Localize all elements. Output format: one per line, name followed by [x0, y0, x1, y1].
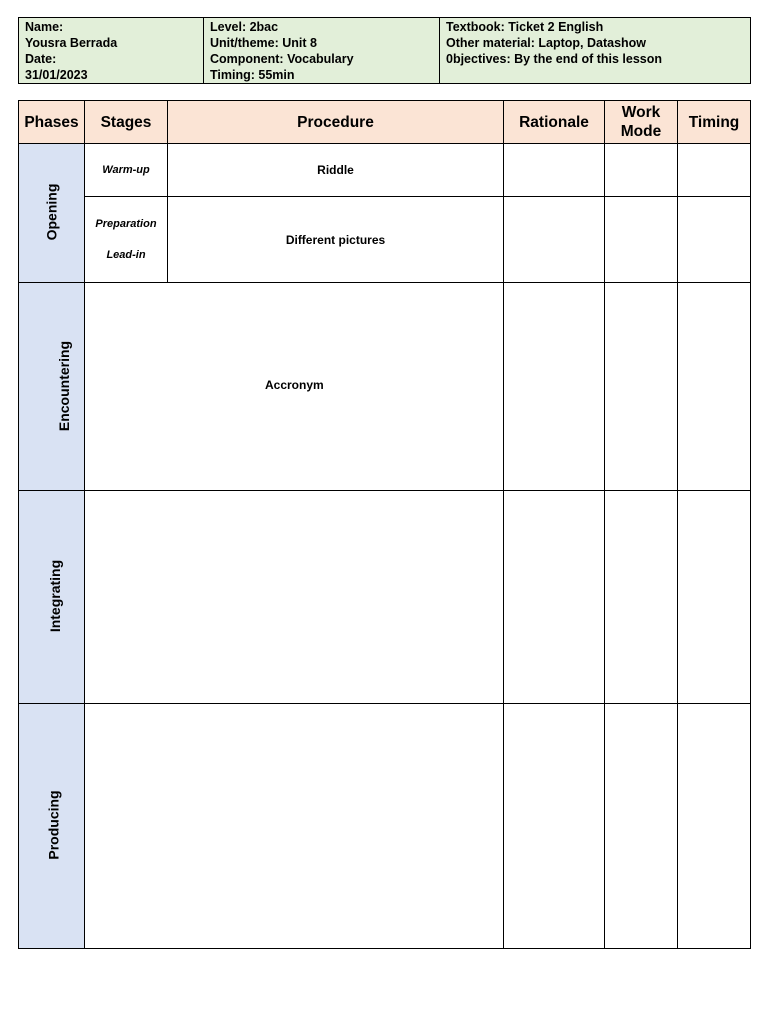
rationale-cell: [504, 283, 605, 491]
table-row: [19, 283, 751, 491]
work-mode-cell: [605, 144, 678, 197]
procedure-integrating: [85, 491, 504, 704]
rationale-cell: [504, 491, 605, 704]
phase-opening: [19, 144, 85, 283]
timing-cell: [678, 491, 751, 704]
work-mode-line-1: Work: [621, 104, 661, 121]
timing-cell: [678, 144, 751, 197]
component: Component: Vocabulary: [210, 52, 354, 66]
info-column-materials: [440, 18, 751, 84]
procedure-preparation: Different pictures: [168, 197, 504, 283]
column-header-stages: Stages: [85, 101, 168, 144]
column-header-timing: Timing: [678, 101, 751, 144]
rationale-cell: [504, 704, 605, 949]
timing-cell: [678, 704, 751, 949]
procedure-encountering: [85, 283, 504, 491]
timing-cell: [678, 283, 751, 491]
column-header-rationale: Rationale: [504, 101, 605, 144]
date-label: Date:: [25, 52, 57, 66]
column-header-procedure: Procedure: [168, 101, 504, 144]
table-row: [19, 704, 751, 949]
work-mode-cell: [605, 704, 678, 949]
stage-label-preparation: Preparation: [95, 217, 157, 230]
teacher-name: Yousra Berrada: [25, 36, 118, 50]
stage-warm-up: [85, 144, 168, 197]
timing-cell: [678, 197, 751, 283]
info-column-teacher: [19, 18, 204, 84]
column-header-row: [19, 101, 751, 144]
phase-label-producing: Producing: [45, 790, 62, 860]
phase-label-opening: Opening: [43, 183, 60, 241]
phase-integrating: [19, 491, 85, 704]
column-header-phases: Phases: [19, 101, 85, 144]
other-material: Other material: Laptop, Datashow: [446, 36, 647, 50]
timing-info: Timing: 55min: [210, 68, 295, 82]
objectives: 0bjectives: By the end of this lesson: [446, 52, 663, 66]
phase-encountering: [19, 283, 85, 491]
date-value: 31/01/2023: [25, 68, 88, 82]
phase-producing: [19, 704, 85, 949]
table-row: [19, 144, 751, 197]
procedure-producing: [85, 704, 504, 949]
table-row: [19, 197, 751, 283]
work-mode-cell: [605, 197, 678, 283]
lesson-plan-table: [18, 100, 751, 949]
table-row: [19, 491, 751, 704]
work-mode-cell: [605, 491, 678, 704]
work-mode-line-2: Mode: [620, 123, 662, 140]
rationale-cell: [504, 144, 605, 197]
procedure-encountering-text: Accronym: [265, 378, 324, 392]
procedure-warm-up: Riddle: [168, 144, 504, 197]
lesson-info-table: [18, 17, 751, 84]
column-header-work-mode: [605, 101, 678, 144]
rationale-cell: [504, 197, 605, 283]
unit-theme: Unit/theme: Unit 8: [210, 36, 317, 50]
textbook: Textbook: Ticket 2 English: [446, 20, 604, 34]
phase-label-encountering: Encountering: [56, 340, 73, 431]
stage-preparation: [85, 197, 168, 283]
work-mode-cell: [605, 283, 678, 491]
stage-label-warm-up: Warm-up: [102, 163, 150, 176]
name-label: Name:: [25, 20, 64, 34]
info-column-lesson: [204, 18, 440, 84]
stage-label-lead-in: Lead-in: [106, 248, 146, 261]
phase-label-integrating: Integrating: [47, 559, 64, 633]
level: Level: 2bac: [210, 20, 279, 34]
